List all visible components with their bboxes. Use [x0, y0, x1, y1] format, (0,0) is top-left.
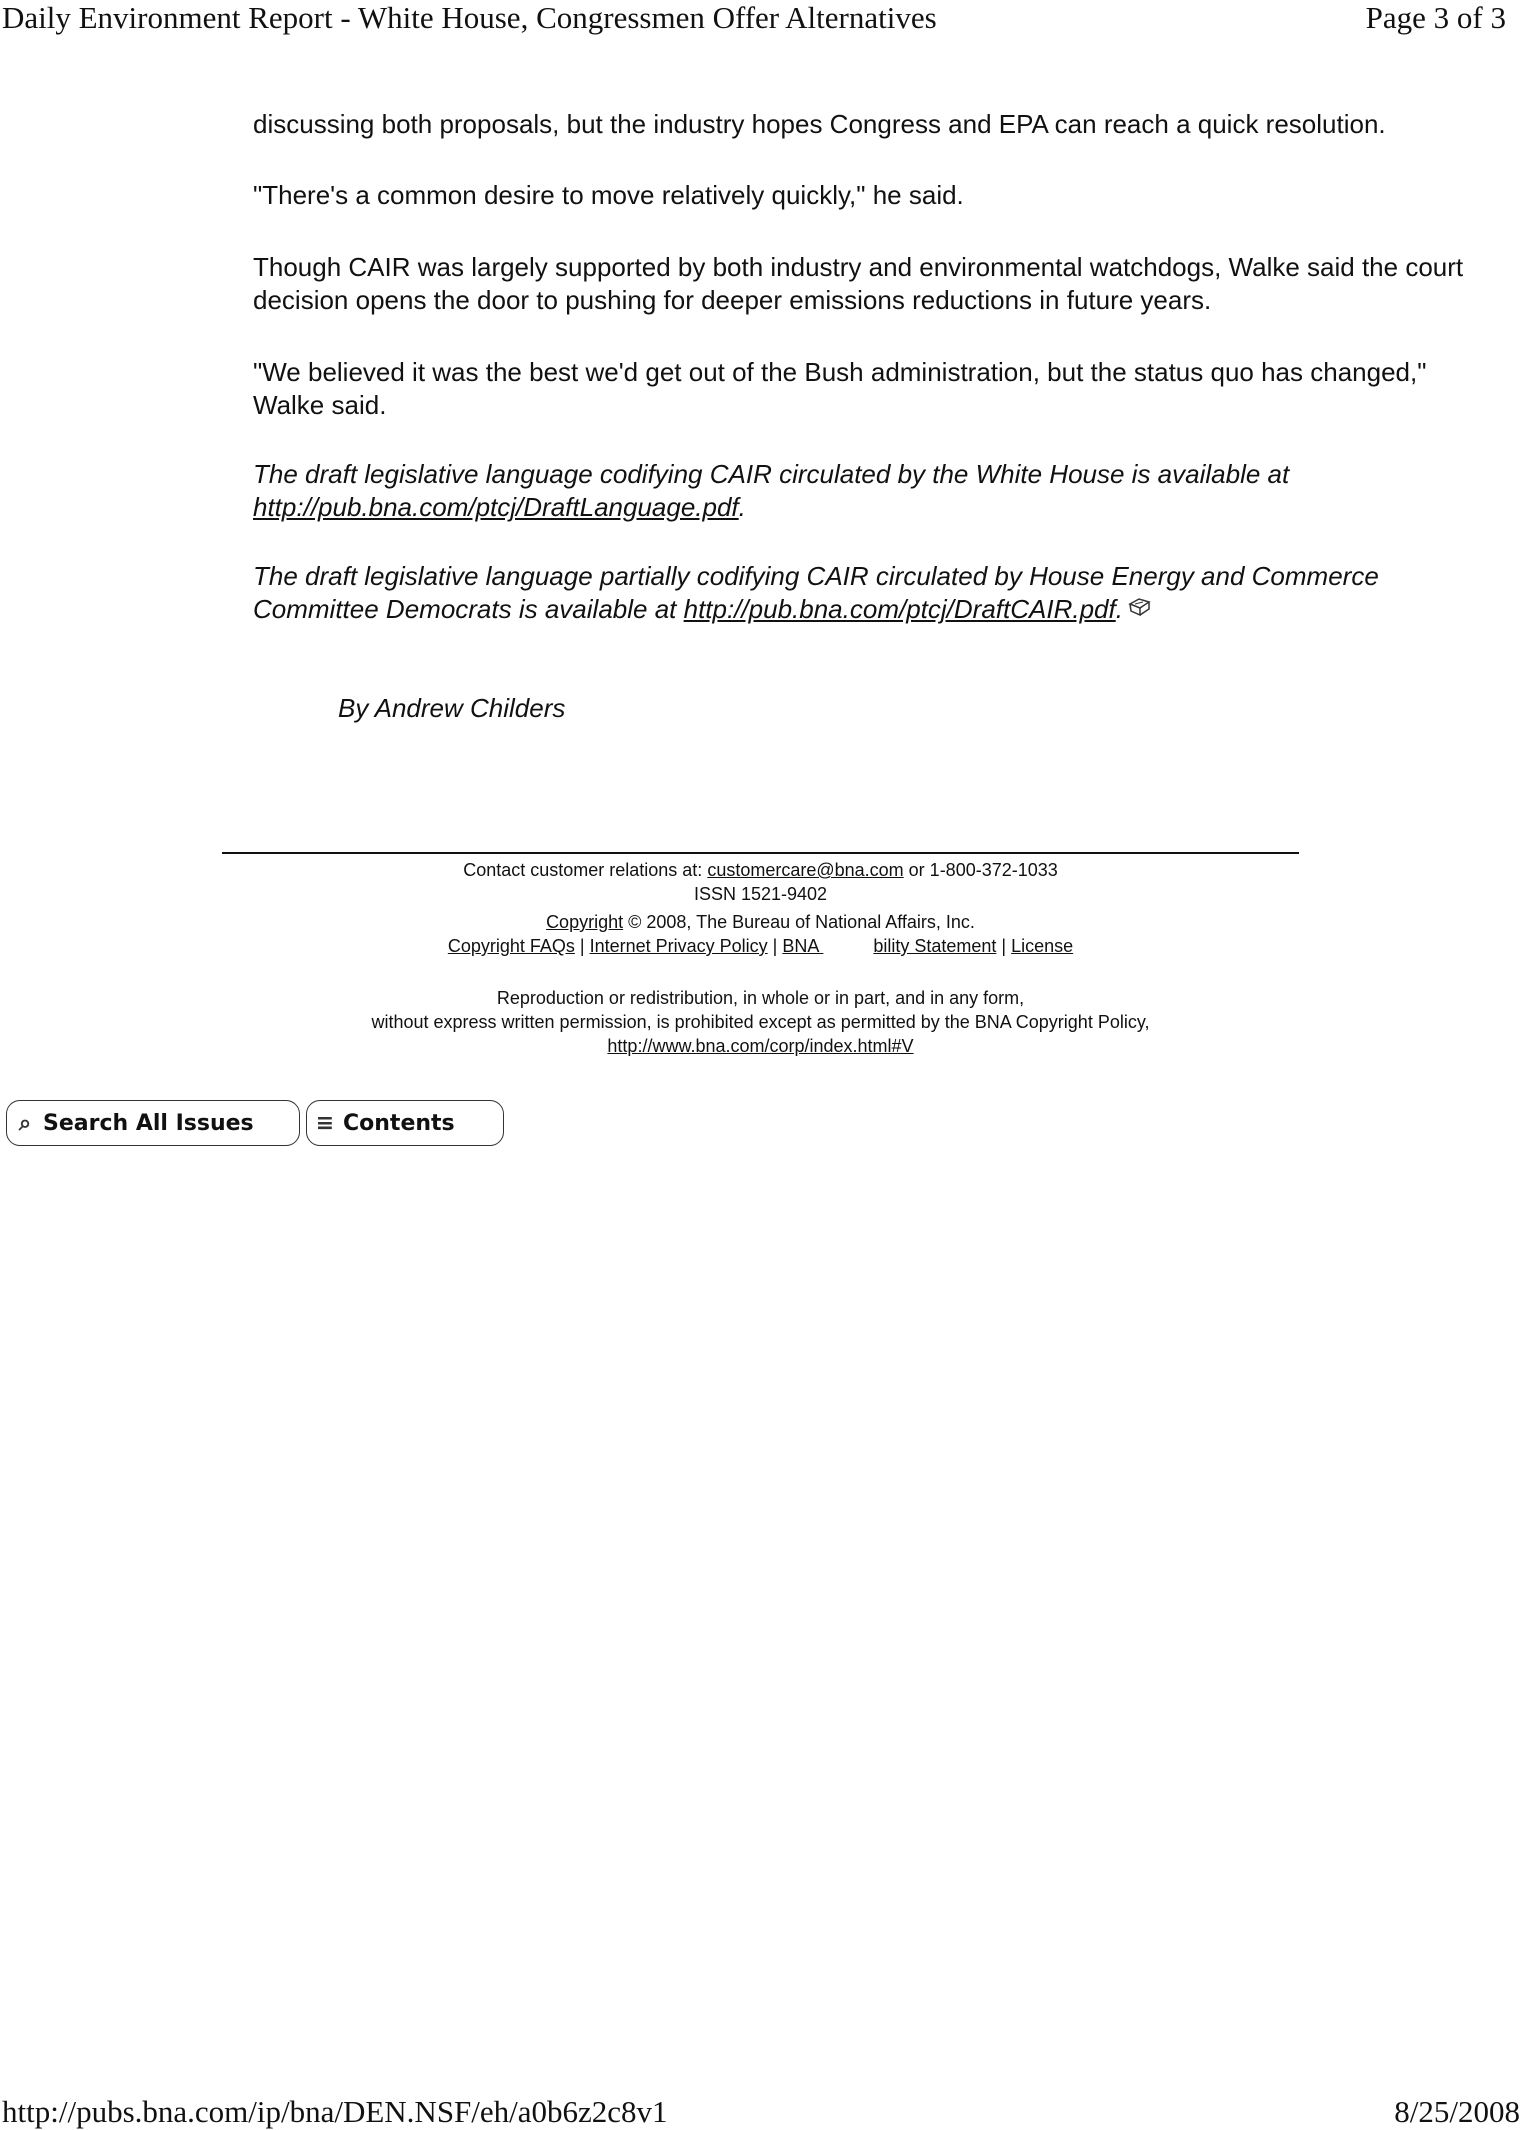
- link-separator: |: [574, 936, 590, 956]
- copyright-faqs-link[interactable]: Copyright FAQs: [447, 936, 575, 956]
- article-paragraph: Though CAIR was largely supported by both industry and environmental watchdogs, Walke said the court decision opens the door to pushing for deeper emissions reductions in future years.: [253, 252, 1464, 315]
- print-footer-date: 8/25/2008: [1394, 2094, 1520, 2129]
- customer-care-email-link[interactable]: customercare@bna.com: [707, 860, 904, 880]
- note-text: The draft legislative language partially codifying CAIR circulated by House Energy and Commerce Committee Democrats is available at: [253, 561, 1379, 624]
- link-separator: |: [996, 936, 1012, 956]
- note-text: The draft legislative language codifying CAIR circulated by the White House is available at: [253, 459, 1290, 489]
- copyright-text: © 2008, The Bureau of National Affairs, Inc.: [623, 912, 975, 932]
- draft-cair-pdf-link[interactable]: http://pub.bna.com/ptcj/DraftCAIR.pdf: [683, 594, 1116, 624]
- contents-icon: ≡: [315, 1110, 335, 1136]
- print-header-title: Daily Environment Report - White House, Congressmen Offer Alternatives: [2, 0, 937, 35]
- note-end: .: [1115, 594, 1123, 624]
- article-byline: By Andrew Childers: [338, 693, 566, 723]
- copyright-policy-link[interactable]: http://www.bna.com/corp/index.html#V: [607, 1036, 914, 1056]
- article-paragraph: "There's a common desire to move relatively quickly," he said.: [253, 180, 964, 210]
- pdf-document-icon[interactable]: [1127, 593, 1153, 615]
- license-link[interactable]: License: [1011, 936, 1074, 956]
- copyright-policy-link-line: [222, 1034, 1299, 1058]
- article-paragraph: "We believed it was the best we'd get out of the Bush administration, but the status quo has changed," Walke said.: [253, 357, 1427, 420]
- search-icon: ⌕: [18, 1110, 32, 1136]
- search-all-issues-button[interactable]: [6, 1100, 300, 1146]
- search-all-issues-label: Search All Issues: [43, 1110, 254, 1136]
- print-footer-url: http://pubs.bna.com/ip/bna/DEN.NSF/eh/a0b6z2c8v1: [2, 2094, 668, 2129]
- contents-button[interactable]: [306, 1100, 504, 1146]
- article-paragraph-link-note: [253, 560, 1493, 626]
- issn: ISSN 1521-9402: [693, 884, 828, 904]
- contact-prefix: Contact customer relations at:: [463, 860, 708, 880]
- print-header-page-number: Page 3 of 3: [1365, 0, 1506, 35]
- contact-phone: or 1-800-372-1033: [903, 860, 1058, 880]
- article-paragraph-link-note: [253, 458, 1493, 524]
- note-end: .: [738, 492, 746, 522]
- accessibility-link-part-b[interactable]: bility Statement: [873, 936, 997, 956]
- draft-language-pdf-link[interactable]: http://pub.bna.com/ptcj/DraftLanguage.pdf: [253, 492, 739, 522]
- copyright-link[interactable]: Copyright: [546, 912, 624, 932]
- link-separator: |: [767, 936, 783, 956]
- page-footer: [222, 858, 1299, 1058]
- contents-label: Contents: [343, 1110, 455, 1136]
- reproduction-notice-line-2: without express written permission, is prohibited except as permitted by the BNA Copyright Policy,: [371, 1012, 1150, 1032]
- article-paragraph: discussing both proposals, but the industry hopes Congress and EPA can reach a quick resolution.: [253, 109, 1386, 139]
- policy-links: [222, 934, 1299, 958]
- contact-line: [222, 858, 1299, 882]
- accessibility-link-part-a[interactable]: BNA: [782, 936, 824, 956]
- reproduction-notice-line-1: Reproduction or redistribution, in whole or in part, and in any form,: [496, 988, 1025, 1008]
- footer-spacer: [222, 958, 1299, 986]
- privacy-policy-link[interactable]: Internet Privacy Policy: [589, 936, 768, 956]
- copyright-line: [222, 910, 1299, 934]
- footer-divider: [222, 852, 1299, 854]
